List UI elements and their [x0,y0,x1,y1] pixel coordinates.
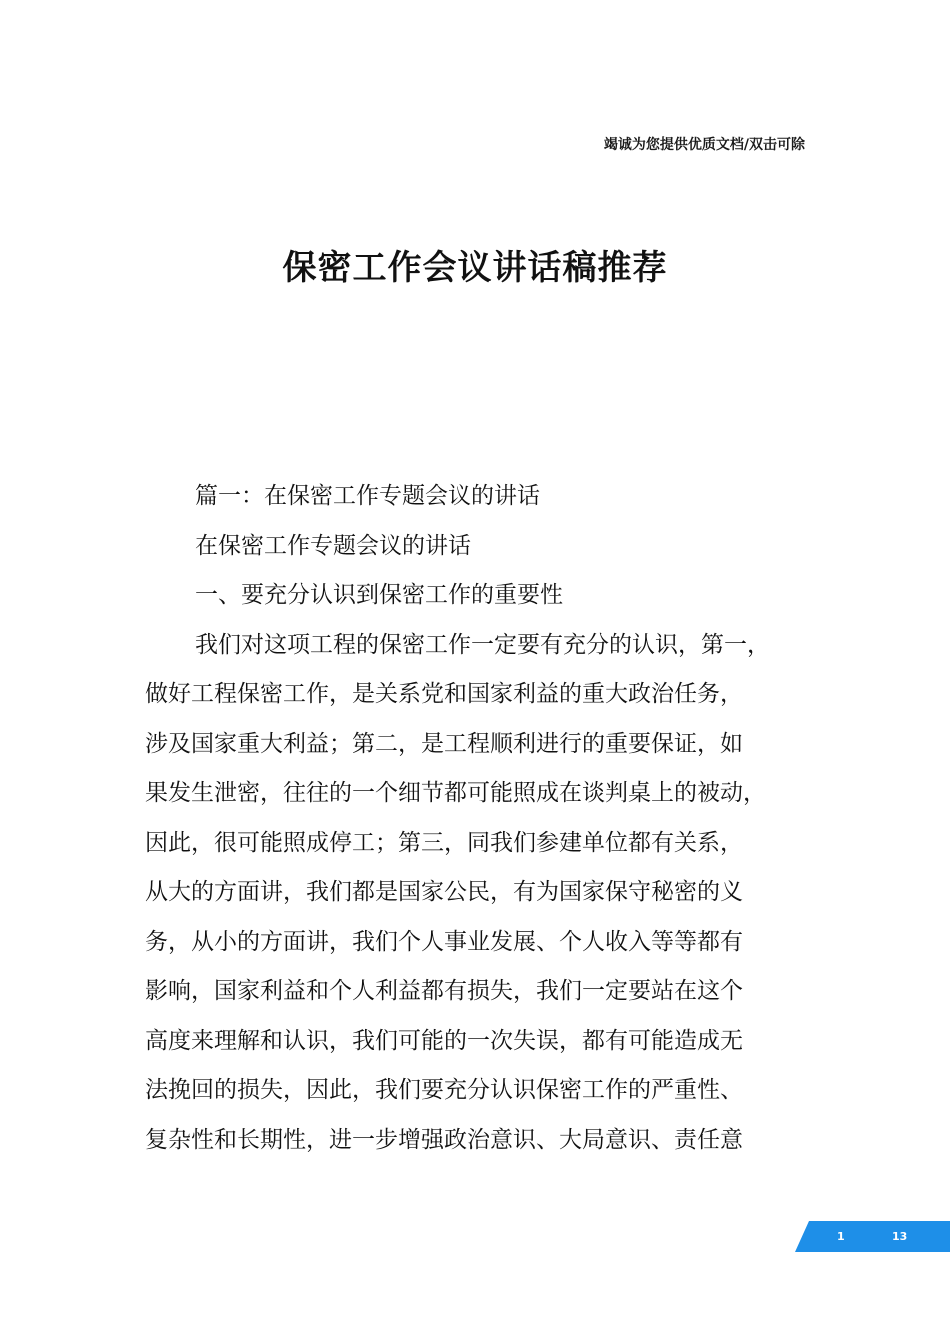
body-line: 一、要充分认识到保密工作的重要性 [195,582,563,608]
body-line: 影响，国家利益和个人利益都有损失，我们一定要站在这个 [145,978,743,1004]
body-line: 法挽回的损失，因此，我们要充分认识保密工作的严重性、 [145,1077,743,1103]
body-line: 涉及国家重大利益；第二，是工程顺利进行的重要保证，如 [145,730,743,757]
body-line: 从大的方面讲，我们都是国家公民，有为国家保守秘密的义 [145,879,743,905]
body-line: 篇一：在保密工作专题会议的讲话 [195,483,540,509]
body-line: 果发生泄密，往往的一个细节都可能照成在谈判桌上的被动， [145,780,766,806]
total-pages-number: 13 [892,1230,908,1243]
document-title: 保密工作会议讲话稿推荐 [282,248,668,288]
page-indicator [795,1221,950,1252]
body-line: 我们对这项工程的保密工作一定要有充分的认识，第一， [195,631,770,658]
body-line: 在保密工作专题会议的讲话 [195,532,471,559]
body-line: 因此，很可能照成停工；第三，同我们参建单位都有关系， [145,829,743,856]
body-line: 高度来理解和认识，我们可能的一次失误，都有可能造成无 [145,1027,743,1054]
body-line: 复杂性和长期性，进一步增强政治意识、大局意识、责任意 [145,1126,743,1153]
header-note: 竭诚为您提供优质文档/双击可除 [603,137,805,153]
body-line: 做好工程保密工作，是关系党和国家利益的重大政治任务， [145,681,743,707]
current-page-number: 1 [837,1230,845,1243]
document-body [145,472,820,1165]
page-indicator-banner [795,1221,950,1252]
body-line: 务，从小的方面讲，我们个人事业发展、个人收入等等都有 [145,928,743,955]
